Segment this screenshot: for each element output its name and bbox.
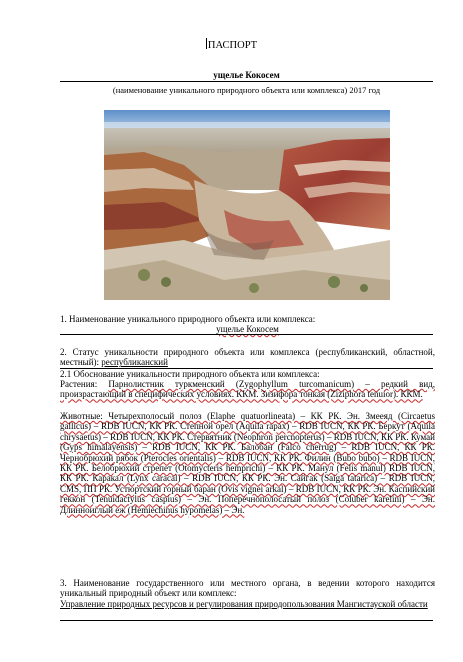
document-title xyxy=(0,38,463,51)
canyon-photo-image xyxy=(104,110,390,300)
object-name-heading: ущелье Кокосем xyxy=(213,70,280,80)
section3-label: 3. Наименование государственного или местного органа, в ведении которого находится уникальный природный объект или комплекс: xyxy=(60,578,435,599)
section3-value-row xyxy=(60,599,435,609)
plants-text: Парнолистник туркменский (Zygophyllum turcomanicum) – редкий вид, произрастающий в специфических условиях. ККМ. Зизифора тонкая (Ziziphora tenuior). ККМ. xyxy=(60,379,436,400)
section2-label xyxy=(60,347,435,368)
canyon-photo xyxy=(104,110,390,300)
animals-text: Животные: Четырехполосый полоз (Elaphe quatuorlineata) – КК РК. Эн. Змееяд (Circaetus gallicus) – RDB IUCN, КК РК. Степной орел (Aquila rapax) – RDB IUCN, КК РК. Беркут (Aquila chrysaetus) – RDB IUCN, КК РК. Стервятник (Neophron percnopterus) – RDB IUCN, КК РК. Кумай (Gyps himalayensis) – RDB IUCN, КК РК. Балобан (Falco cherrug) – RDB IUCN, КК РК. Чернобрюхий рябок (Pterocles orientalis) – RDB IUCN, КК РК. Филин (Bubo bubo) – RDB IUCN, КК РК. Белобрюхий стрепет (Otomycteris hemprichi) – КК РК. Манул (Felis manul) RDB IUCN, КК РК. Каракал (Lynx caracal) – RDB IUCN, КК РК. Эн. Сайгак (Saiga tatarica) – RDB IUCN, CMS, ПП РК. Устюртский горный баран (Ovis vignei arkal) – RDB IUCN, КК РК. Эн. Каспийский геккон (Tenuidactylus caspius) – Эн. Поперечнополосатый полоз (Coluber karelini) – Эн. Длинноиглый еж (Hemiechinus hypomelas) – Эн. xyxy=(60,411,435,515)
section1-value-row xyxy=(60,324,435,334)
section3-underline xyxy=(60,620,433,621)
section1-value: ущелье Кокосем xyxy=(216,324,279,334)
document-title-text: ПАСПОРТ xyxy=(207,40,258,51)
text-cursor xyxy=(206,38,207,49)
name-underline xyxy=(60,81,433,82)
section3-value: Управление природных ресурсов и регулирования природопользования Мангистауской области xyxy=(60,599,428,609)
section2-animals xyxy=(60,411,435,515)
section2-sub-label: 2.1 Обоснование уникальности природного объекта или комплекса: xyxy=(60,369,320,379)
section1-underline xyxy=(60,334,433,335)
section2-plants xyxy=(60,379,435,400)
name-caption: (наименование уникального природного объекта или комплекса) 2017 год xyxy=(112,85,381,95)
section2-value: республиканский xyxy=(101,357,168,368)
section2-label-text: 2. Статус уникальности природного объекта или комплекса (республиканский, областной, местный): xyxy=(60,347,435,368)
plants-prefix: Растения: xyxy=(60,379,98,389)
section1-label: 1. Наименование уникального природного объекта или комплекса: xyxy=(60,314,316,324)
